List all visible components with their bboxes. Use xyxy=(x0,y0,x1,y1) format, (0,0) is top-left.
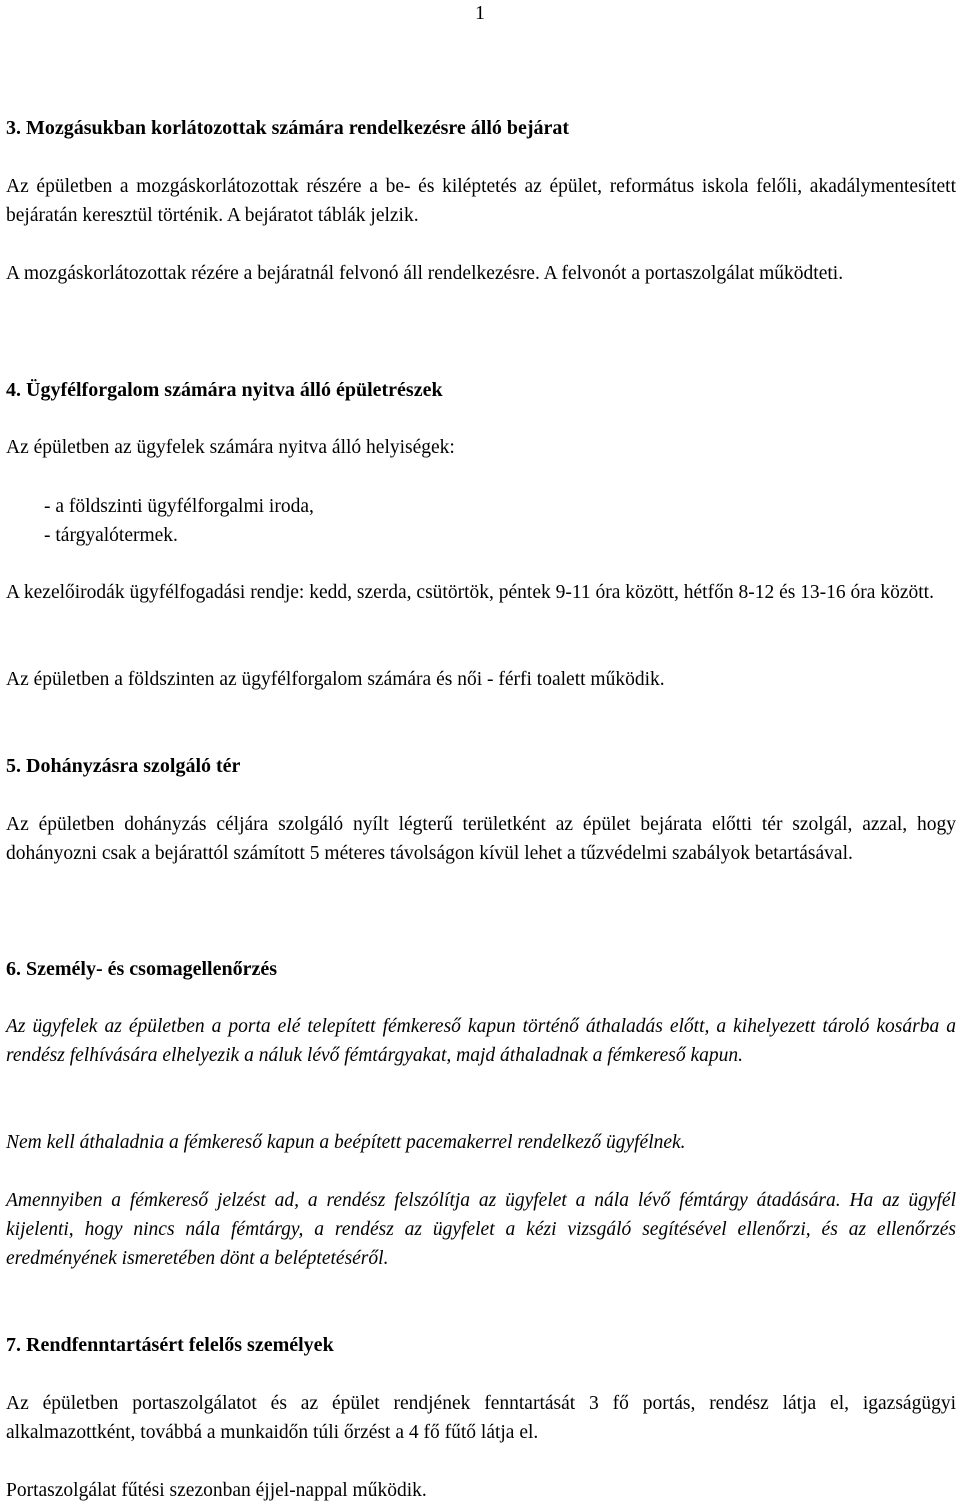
section-5-heading: 5. Dohányzásra szolgáló tér xyxy=(6,755,241,777)
section-6-paragraph-2: Nem kell áthaladnia a fémkereső kapun a beépített pacemakerrel rendelkező ügyfélnek. xyxy=(6,1132,686,1153)
list-item: - a földszinti ügyfélforgalmi iroda, xyxy=(44,496,314,517)
section-6-heading: 6. Személy- és csomagellenőrzés xyxy=(6,958,278,980)
section-4-paragraph-3: Az épületben a földszinten az ügyfélforgalom számára és női - férfi toalett működik. xyxy=(6,669,665,690)
section-3-heading: 3. Mozgásukban korlátozottak számára rendelkezésre álló bejárat xyxy=(6,117,570,139)
section-4-intro: Az épületben az ügyfelek számára nyitva álló helyiségek: xyxy=(6,437,455,458)
section-7-paragraph-2: Portaszolgálat fűtési szezonban éjjel-nappal működik. xyxy=(6,1480,427,1501)
list-item: - tárgyalótermek. xyxy=(44,525,178,546)
section-6-paragraph-1: Az ügyfelek az épületben a porta elé telepített fémkereső kapun történő áthaladás előtt, a kihelyezett tároló kosárba a rendész felhívására elhelyezik a náluk lévő fémtárgyakat, majd áthaladnak a fémkereső kapun. xyxy=(6,1016,956,1066)
section-7-paragraph-1: Az épületben portaszolgálatot és az épület rendjének fenntartását 3 fő portás, rendész látja el, igazságügyi alkalmazottként, továbbá a munkaidőn túli őrzést a 4 fő fűtő látja el. xyxy=(6,1393,956,1443)
section-3-paragraph-1: Az épületben a mozgáskorlátozottak részére a be- és kiléptetés az épület, református iskola felőli, akadálymentesített bejáratán keresztül történik. A bejáratot táblák jelzik. xyxy=(6,176,956,226)
section-7-heading: 7. Rendfenntartásért felelős személyek xyxy=(6,1334,334,1356)
section-4-heading: 4. Ügyfélforgalom számára nyitva álló épületrészek xyxy=(6,379,443,401)
section-5-paragraph-1: Az épületben dohányzás céljára szolgáló nyílt légterű területként az épület bejárata előtti tér szolgál, azzal, hogy dohányozni csak a bejárattól számított 5 méteres távolságon kívül lehet a tűzvédelmi szabályok betartásával. xyxy=(6,814,956,864)
section-3-paragraph-2: A mozgáskorlátozottak rézére a bejáratnál felvonó áll rendelkezésre. A felvonót a portaszolgálat működteti. xyxy=(6,263,844,284)
section-6-paragraph-3: Amennyiben a fémkereső jelzést ad, a rendész felszólítja az ügyfelet a nála lévő fémtárgy átadására. Ha az ügyfél kijelenti, hogy nincs nála fémtárgy, a rendész az ügyfelet a kézi vizsgáló segítésével ellenőrzi, és az ellenőrzés eredményének ismeretében dönt a beléptetéséről. xyxy=(6,1190,956,1269)
page-number: 1 xyxy=(475,2,485,24)
section-4-paragraph-2: A kezelőirodák ügyfélfogadási rendje: kedd, szerda, csütörtök, péntek 9-11 óra között, hétfőn 8-12 és 13-16 óra között. xyxy=(6,582,934,603)
